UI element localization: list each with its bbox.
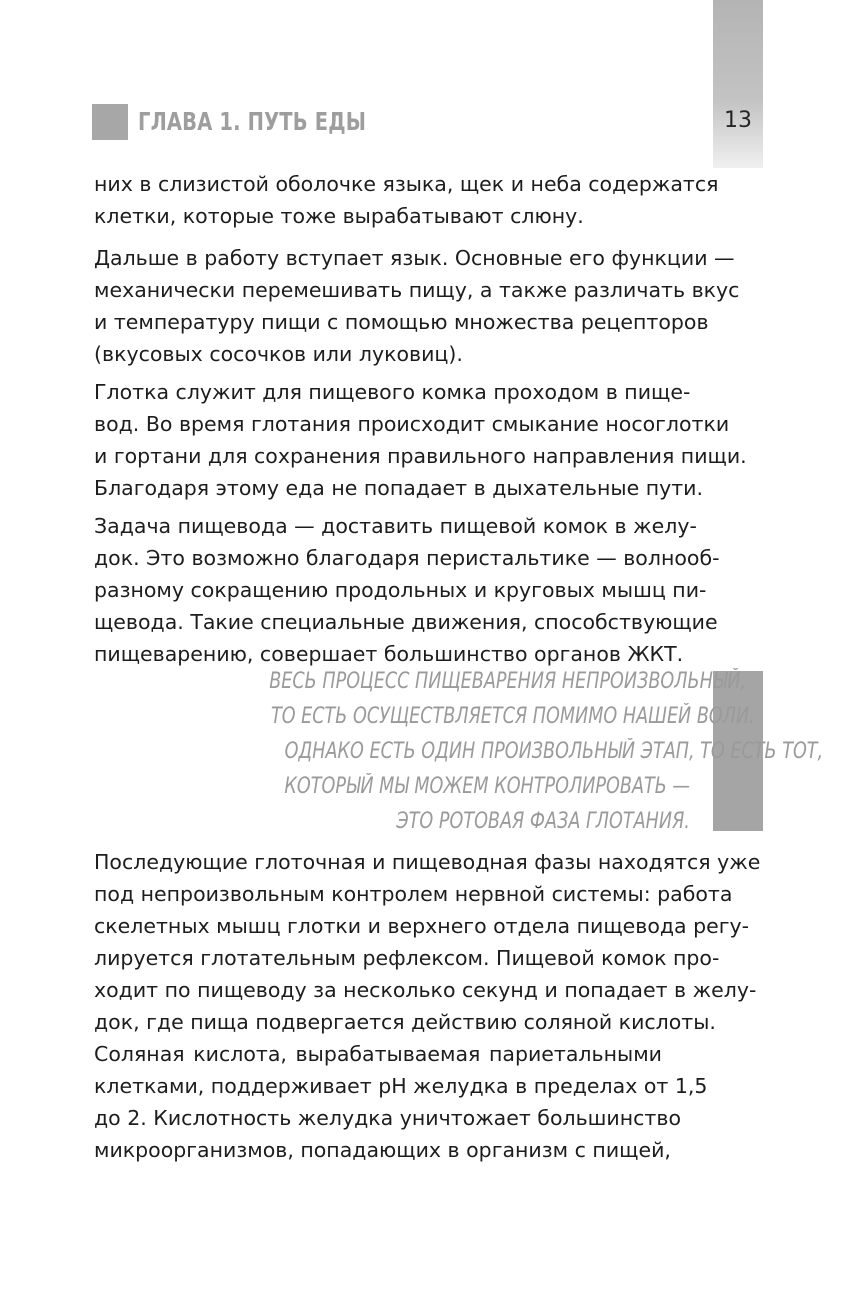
text-line: Последующие глоточная и пищеводная фазы находятся уже [94, 850, 761, 874]
text-line: клетками, поддерживает pH желудка в пределах от 1,5 [94, 1074, 708, 1098]
header-square-marker [92, 104, 128, 140]
text-line: вод. Во время глотания происходит смыкание носоглотки [94, 412, 730, 436]
text-line: Благодаря этому еда не попадает в дыхательные пути. [94, 476, 704, 500]
text-line: пищеварению, совершает большинство органов ЖКТ. [94, 642, 684, 666]
paragraph [94, 168, 719, 232]
text-line: щевода. Такие специальные движения, способствующие [94, 610, 718, 634]
quote-line: ТО ЕСТЬ ОСУЩЕСТВЛЯЕТСЯ ПОМИМО НАШЕЙ ВОЛИ. [270, 704, 755, 729]
text-line: и гортани для сохранения правильного направления пищи. [94, 444, 747, 468]
text-line: и температуру пищи с помощью множества рецепторов [94, 310, 709, 334]
text-line: скелетных мышц глотки и верхнего отдела пищевода регу- [94, 914, 750, 938]
chapter-thumb-tab [713, 0, 763, 168]
quote-line: ВЕСЬ ПРОЦЕСС ПИЩЕВАРЕНИЯ НЕПРОИЗВОЛЬНЫЙ, [269, 669, 746, 694]
quote-line: КОТОРЫЙ МЫ МОЖЕМ КОНТРОЛИРОВАТЬ — [284, 774, 690, 799]
text-line: док. Это возможно благодаря перистальтике — волнооб- [94, 546, 720, 570]
text-line: них в слизистой оболочке языка, щек и неба содержатся [94, 172, 719, 196]
quote-line: ОДНАКО ЕСТЬ ОДИН ПРОИЗВОЛЬНЫЙ ЭТАП, ТО ЕСТЬ ТОТ, [284, 739, 824, 764]
text-line: механически перемешивать пищу, а также различать вкус [94, 278, 740, 302]
page-number: 13 [724, 108, 752, 133]
text-line: Соляная кислота, вырабатываемая париетальными [94, 1042, 662, 1066]
text-line: разному сокращению продольных и круговых мышц пи- [94, 578, 707, 602]
text-line: до 2. Кислотность желудка уничтожает большинство [94, 1106, 681, 1130]
chapter-running-header: ГЛАВА 1. ПУТЬ ЕДЫ [138, 107, 367, 136]
text-line: Глотка служит для пищевого комка проходом в пище- [94, 380, 691, 404]
paragraph [94, 846, 761, 1038]
text-line: (вкусовых сосочков или луковиц). [94, 342, 463, 366]
pull-quote [150, 664, 824, 839]
text-line: под непроизвольным контролем нервной системы: работа [94, 882, 733, 906]
quote-line: ЭТО РОТОВАЯ ФАЗА ГЛОТАНИЯ. [396, 809, 690, 834]
text-line: Задача пищевода — доставить пищевой комок в желу- [94, 514, 697, 538]
text-line: клетки, которые тоже вырабатывают слюну. [94, 204, 584, 228]
paragraph [94, 242, 740, 370]
paragraph [94, 510, 720, 670]
text-line: лируется глотательным рефлексом. Пищевой комок про- [94, 946, 720, 970]
text-line: Дальше в работу вступает язык. Основные его функции — [94, 246, 735, 270]
text-line: ходит по пищеводу за несколько секунд и попадает в желу- [94, 978, 757, 1002]
text-line: микроорганизмов, попадающих в организм с пищей, [94, 1138, 671, 1162]
paragraph [94, 376, 747, 504]
text-line: док, где пища подвергается действию соляной кислоты. [94, 1010, 716, 1034]
paragraph [94, 1038, 708, 1166]
